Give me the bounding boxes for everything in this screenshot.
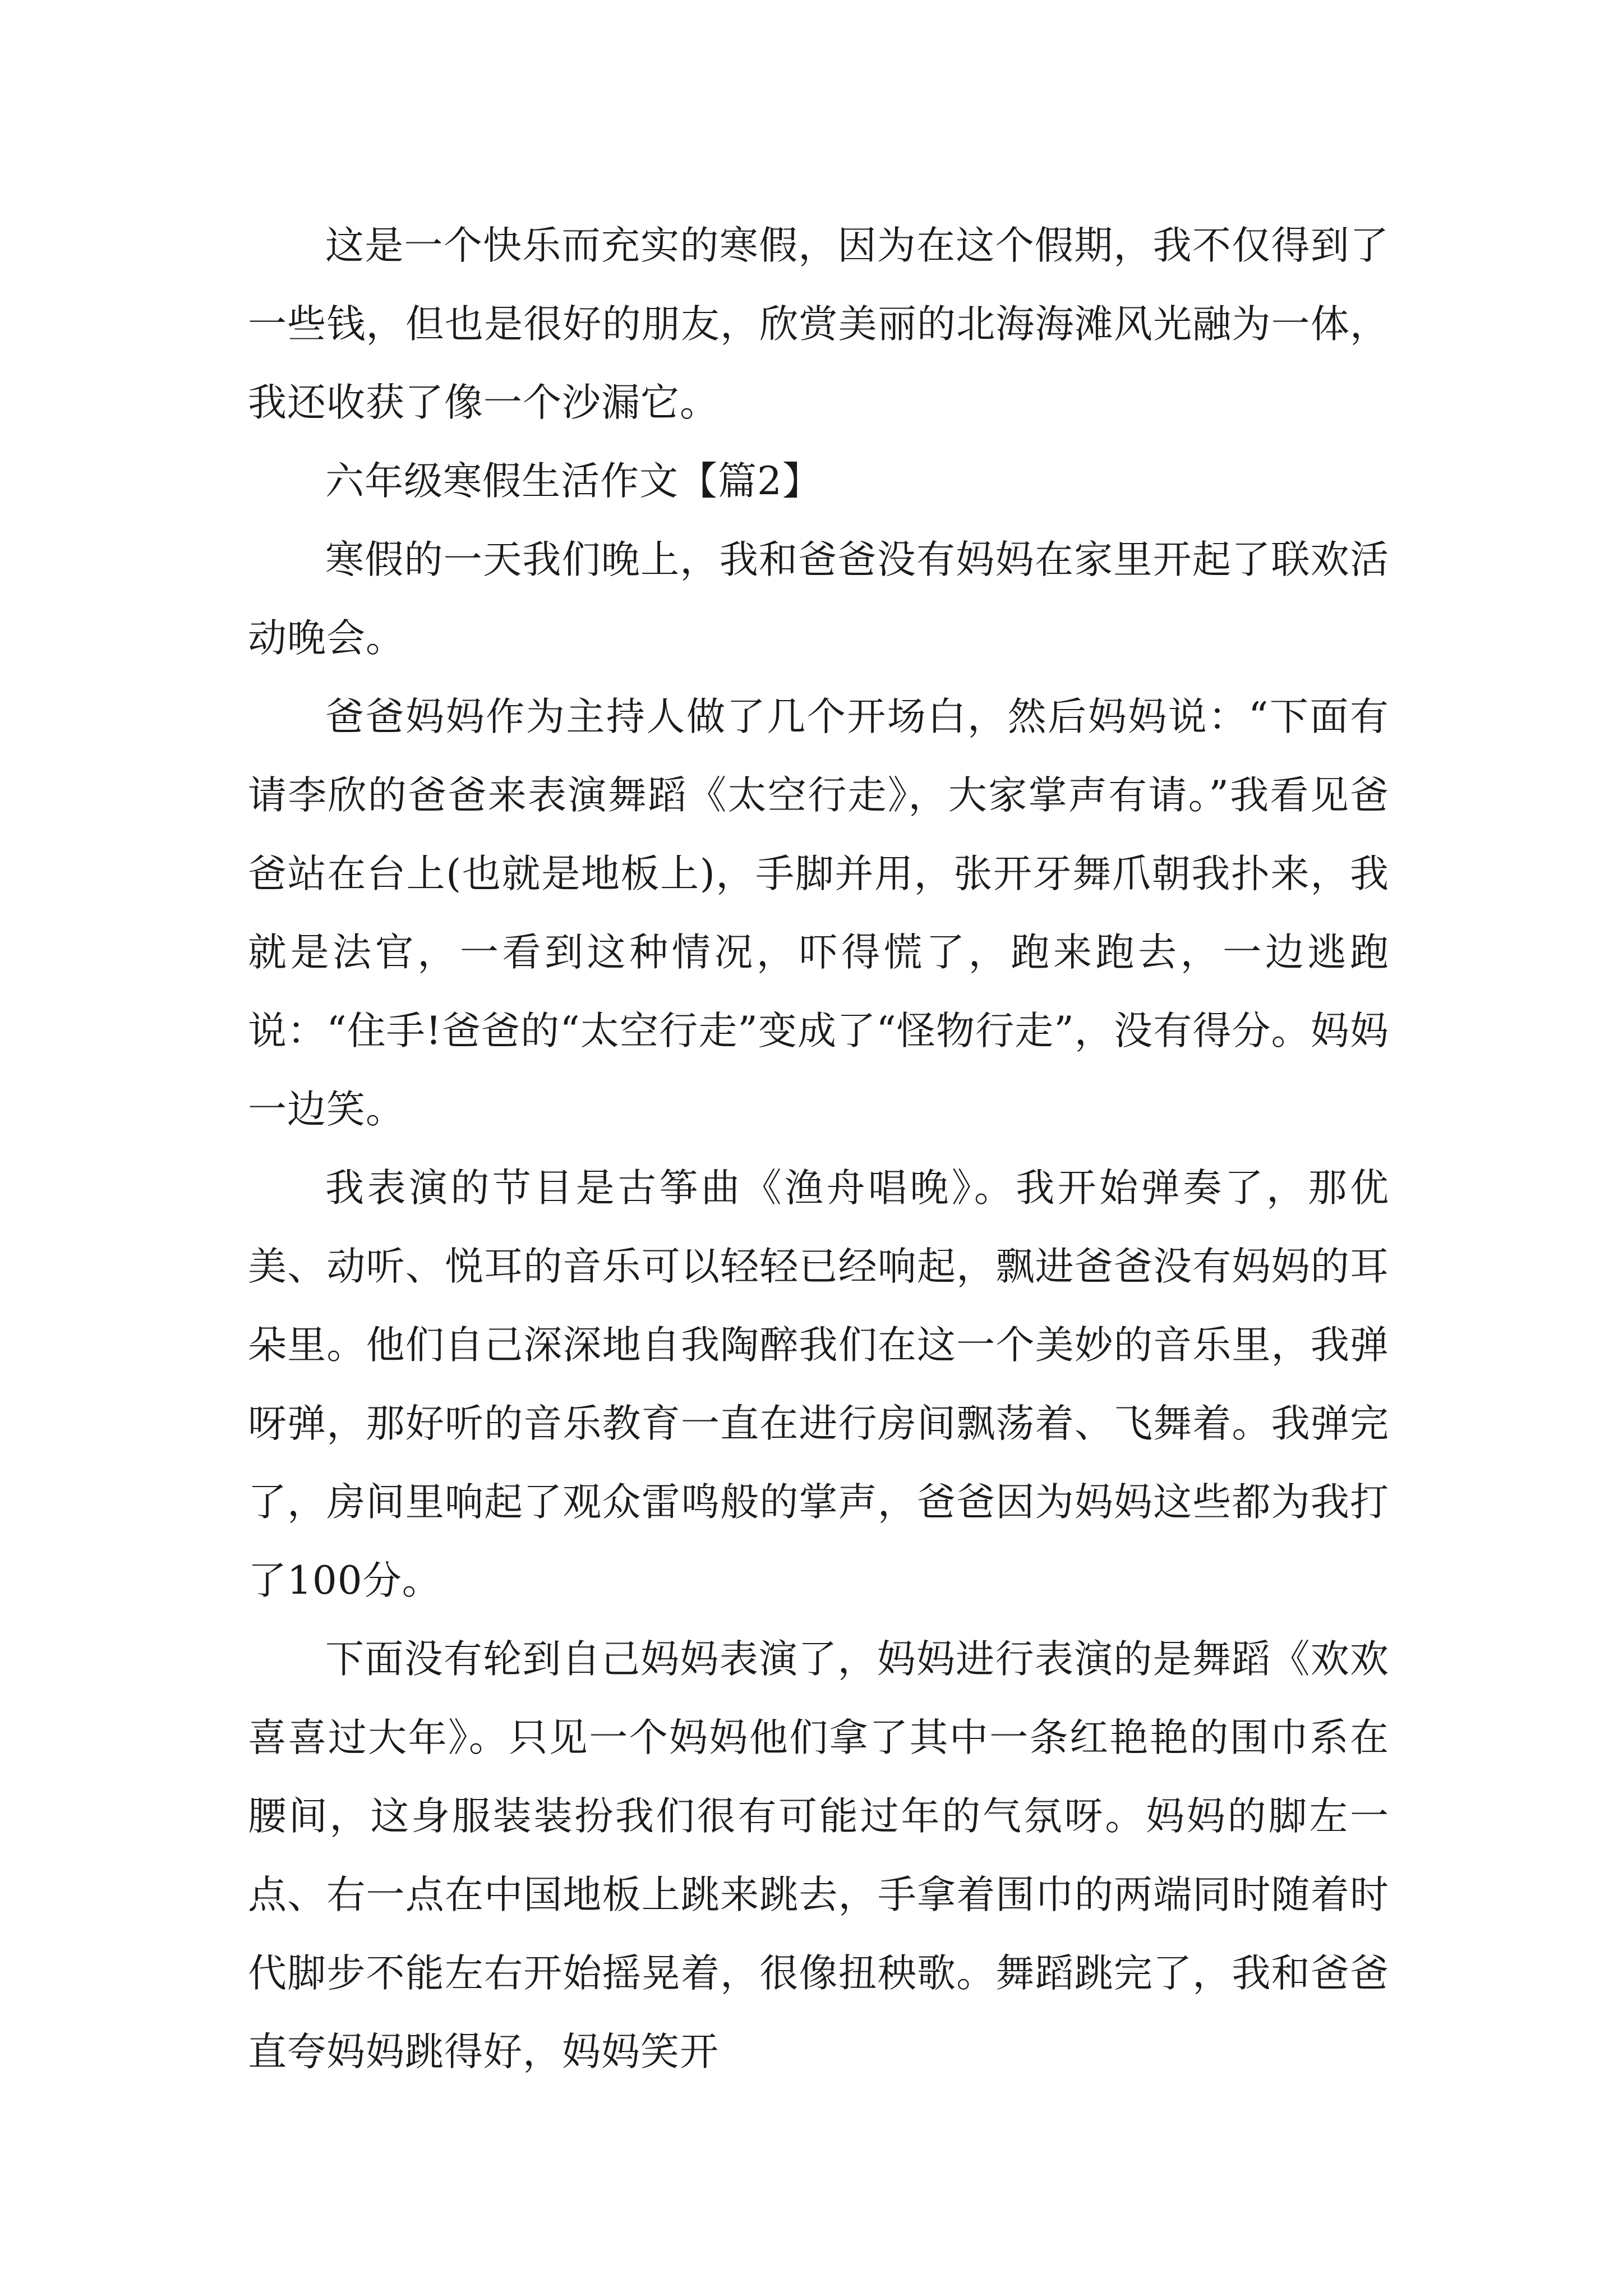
paragraph-4: 我表演的节目是古筝曲《渔舟唱晚》。我开始弹奏了，那优美、动听、悦耳的音乐可以轻轻已经响起，飘进爸爸没有妈妈的耳朵里。他们自己深深地自我陶醉我们在这一个美妙的音乐里，我弹呀弹，那好听的音乐教育一直在进行房间飘荡着、飞舞着。我弹完了，房间里响起了观众雷鸣般的掌声，爸爸因为妈妈这些都为我打了100分。 (248, 1166, 1389, 1603)
paragraph-3: 爸爸妈妈作为主持人做了几个开场白，然后妈妈说：“下面有请李欣的爸爸来表演舞蹈《太空行走》，大家掌声有请。”我看见爸爸站在台上(也就是地板上)，手脚并用，张开牙舞爪朝我扑来，我就是法官，一看到这种情况，吓得慌了，跑来跑去，一边逃跑说：“住手!爸爸的“太空行走”变成了“怪物行走”，没有得分。妈妈一边笑。 (248, 694, 1389, 1132)
paragraph-1: 这是一个快乐而充实的寒假，因为在这个假期，我不仅得到了一些钱，但也是很好的朋友，欣赏美丽的北海海滩风光融为一体，我还收获了像一个沙漏它。 (248, 223, 1389, 425)
section-heading: 六年级寒假生活作文【篇2】 (325, 459, 822, 504)
paragraph-2: 寒假的一天我们晚上，我和爸爸没有妈妈在家里开起了联欢活动晚会。 (248, 537, 1389, 661)
paragraph-5: 下面没有轮到自己妈妈表演了，妈妈进行表演的是舞蹈《欢欢喜喜过大年》。只见一个妈妈他们拿了其中一条红艳艳的围巾系在腰间，这身服装装扮我们很有可能过年的气氛呀。妈妈的脚左一点、右一点在中国地板上跳来跳去，手拿着围巾的两端同时随着时代脚步不能左右开始摇晃着，很像扭秧歌。舞蹈跳完了，我和爸爸直夸妈妈跳得好，妈妈笑开 (248, 1637, 1389, 2074)
essay-body (248, 206, 1389, 2091)
